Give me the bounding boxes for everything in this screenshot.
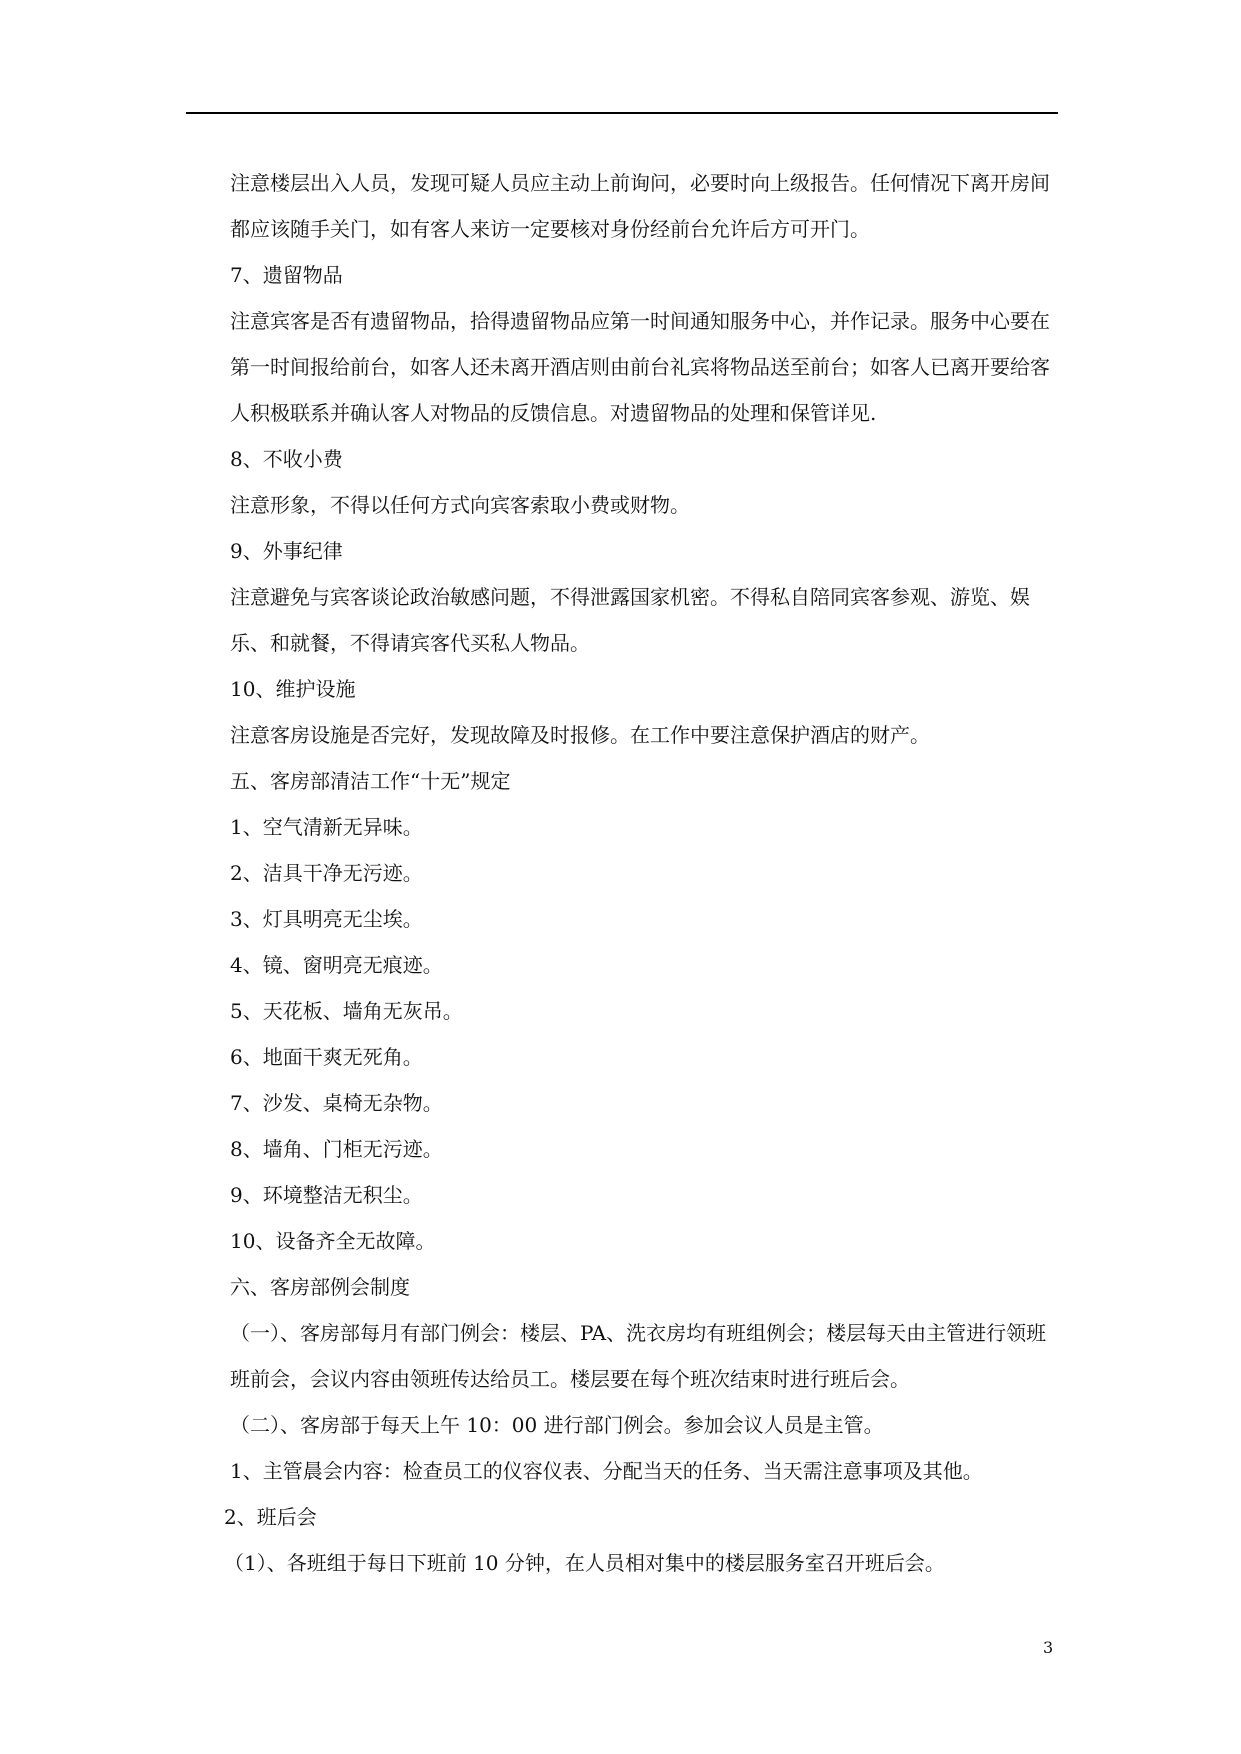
paragraph-daily-meeting: （二）、客房部于每天上午 10：00 进行部门例会。参加会议人员是主管。	[230, 1413, 884, 1437]
list-item: 6、地面干爽无死角。	[230, 1045, 423, 1069]
list-item: 9、环境整洁无积尘。	[230, 1183, 423, 1207]
section-heading-ten-no: 五、客房部清洁工作“十无”规定	[230, 769, 511, 793]
page-number: 3	[1043, 1638, 1054, 1657]
paragraph-morning-meeting: 1、主管晨会内容：检查员工的仪容仪表、分配当天的任务、当天需注意事项及其他。	[230, 1459, 983, 1483]
list-item: 7、沙发、桌椅无杂物。	[230, 1091, 443, 1115]
paragraph-maintain-facilities: 注意客房设施是否完好，发现故障及时报修。在工作中要注意保护酒店的财产。	[230, 723, 930, 747]
paragraph-no-tips: 注意形象，不得以任何方式向宾客索取小费或财物。	[230, 493, 690, 517]
paragraph-monthly-meetings: （一）、客房部每月有部门例会：楼层、PA、洗衣房均有班组例会；楼层每天由主管进行领班班前会，会议内容由领班传达给员工。楼层要在每个班次结束时进行班后会。	[230, 1321, 1047, 1391]
list-item: 8、墙角、门柜无污迹。	[230, 1137, 443, 1161]
heading-lost-items: 7、遗留物品	[230, 263, 343, 287]
paragraph-foreign-affairs: 注意避免与宾客谈论政治敏感问题，不得泄露国家机密。不得私自陪同宾客参观、游览、娱乐、和就餐，不得请宾客代买私人物品。	[230, 585, 1030, 655]
paragraph-floor-security: 注意楼层出入人员，发现可疑人员应主动上前询问，必要时向上级报告。任何情况下离开房间都应该随手关门，如有客人来访一定要核对身份经前台允许后方可开门。	[230, 171, 1050, 241]
section-heading-meetings: 六、客房部例会制度	[230, 1275, 410, 1299]
document-body	[186, 160, 1058, 1586]
heading-no-tips: 8、不收小费	[230, 447, 343, 471]
list-item: 1、空气清新无异味。	[230, 815, 423, 839]
list-item: 10、设备齐全无故障。	[230, 1229, 436, 1253]
list-item: 4、镜、窗明亮无痕迹。	[230, 953, 443, 977]
paragraph-after-shift-meeting: （1）、各班组于每日下班前 10 分钟，在人员相对集中的楼层服务室召开班后会。	[224, 1551, 945, 1575]
header-rule	[186, 112, 1058, 114]
paragraph-lost-items: 注意宾客是否有遗留物品，拾得遗留物品应第一时间通知服务中心，并作记录。服务中心要在第一时间报给前台，如客人还未离开酒店则由前台礼宾将物品送至前台；如客人已离开要给客人积极联系并确认客人对物品的反馈信息。对遗留物品的处理和保管详见.	[230, 309, 1050, 425]
list-item: 5、天花板、墙角无灰吊。	[230, 999, 463, 1023]
heading-maintain-facilities: 10、维护设施	[230, 677, 356, 701]
heading-after-shift-meeting: 2、班后会	[224, 1505, 317, 1529]
heading-foreign-affairs: 9、外事纪律	[230, 539, 343, 563]
list-item: 3、灯具明亮无尘埃。	[230, 907, 423, 931]
list-item: 2、洁具干净无污迹。	[230, 861, 423, 885]
